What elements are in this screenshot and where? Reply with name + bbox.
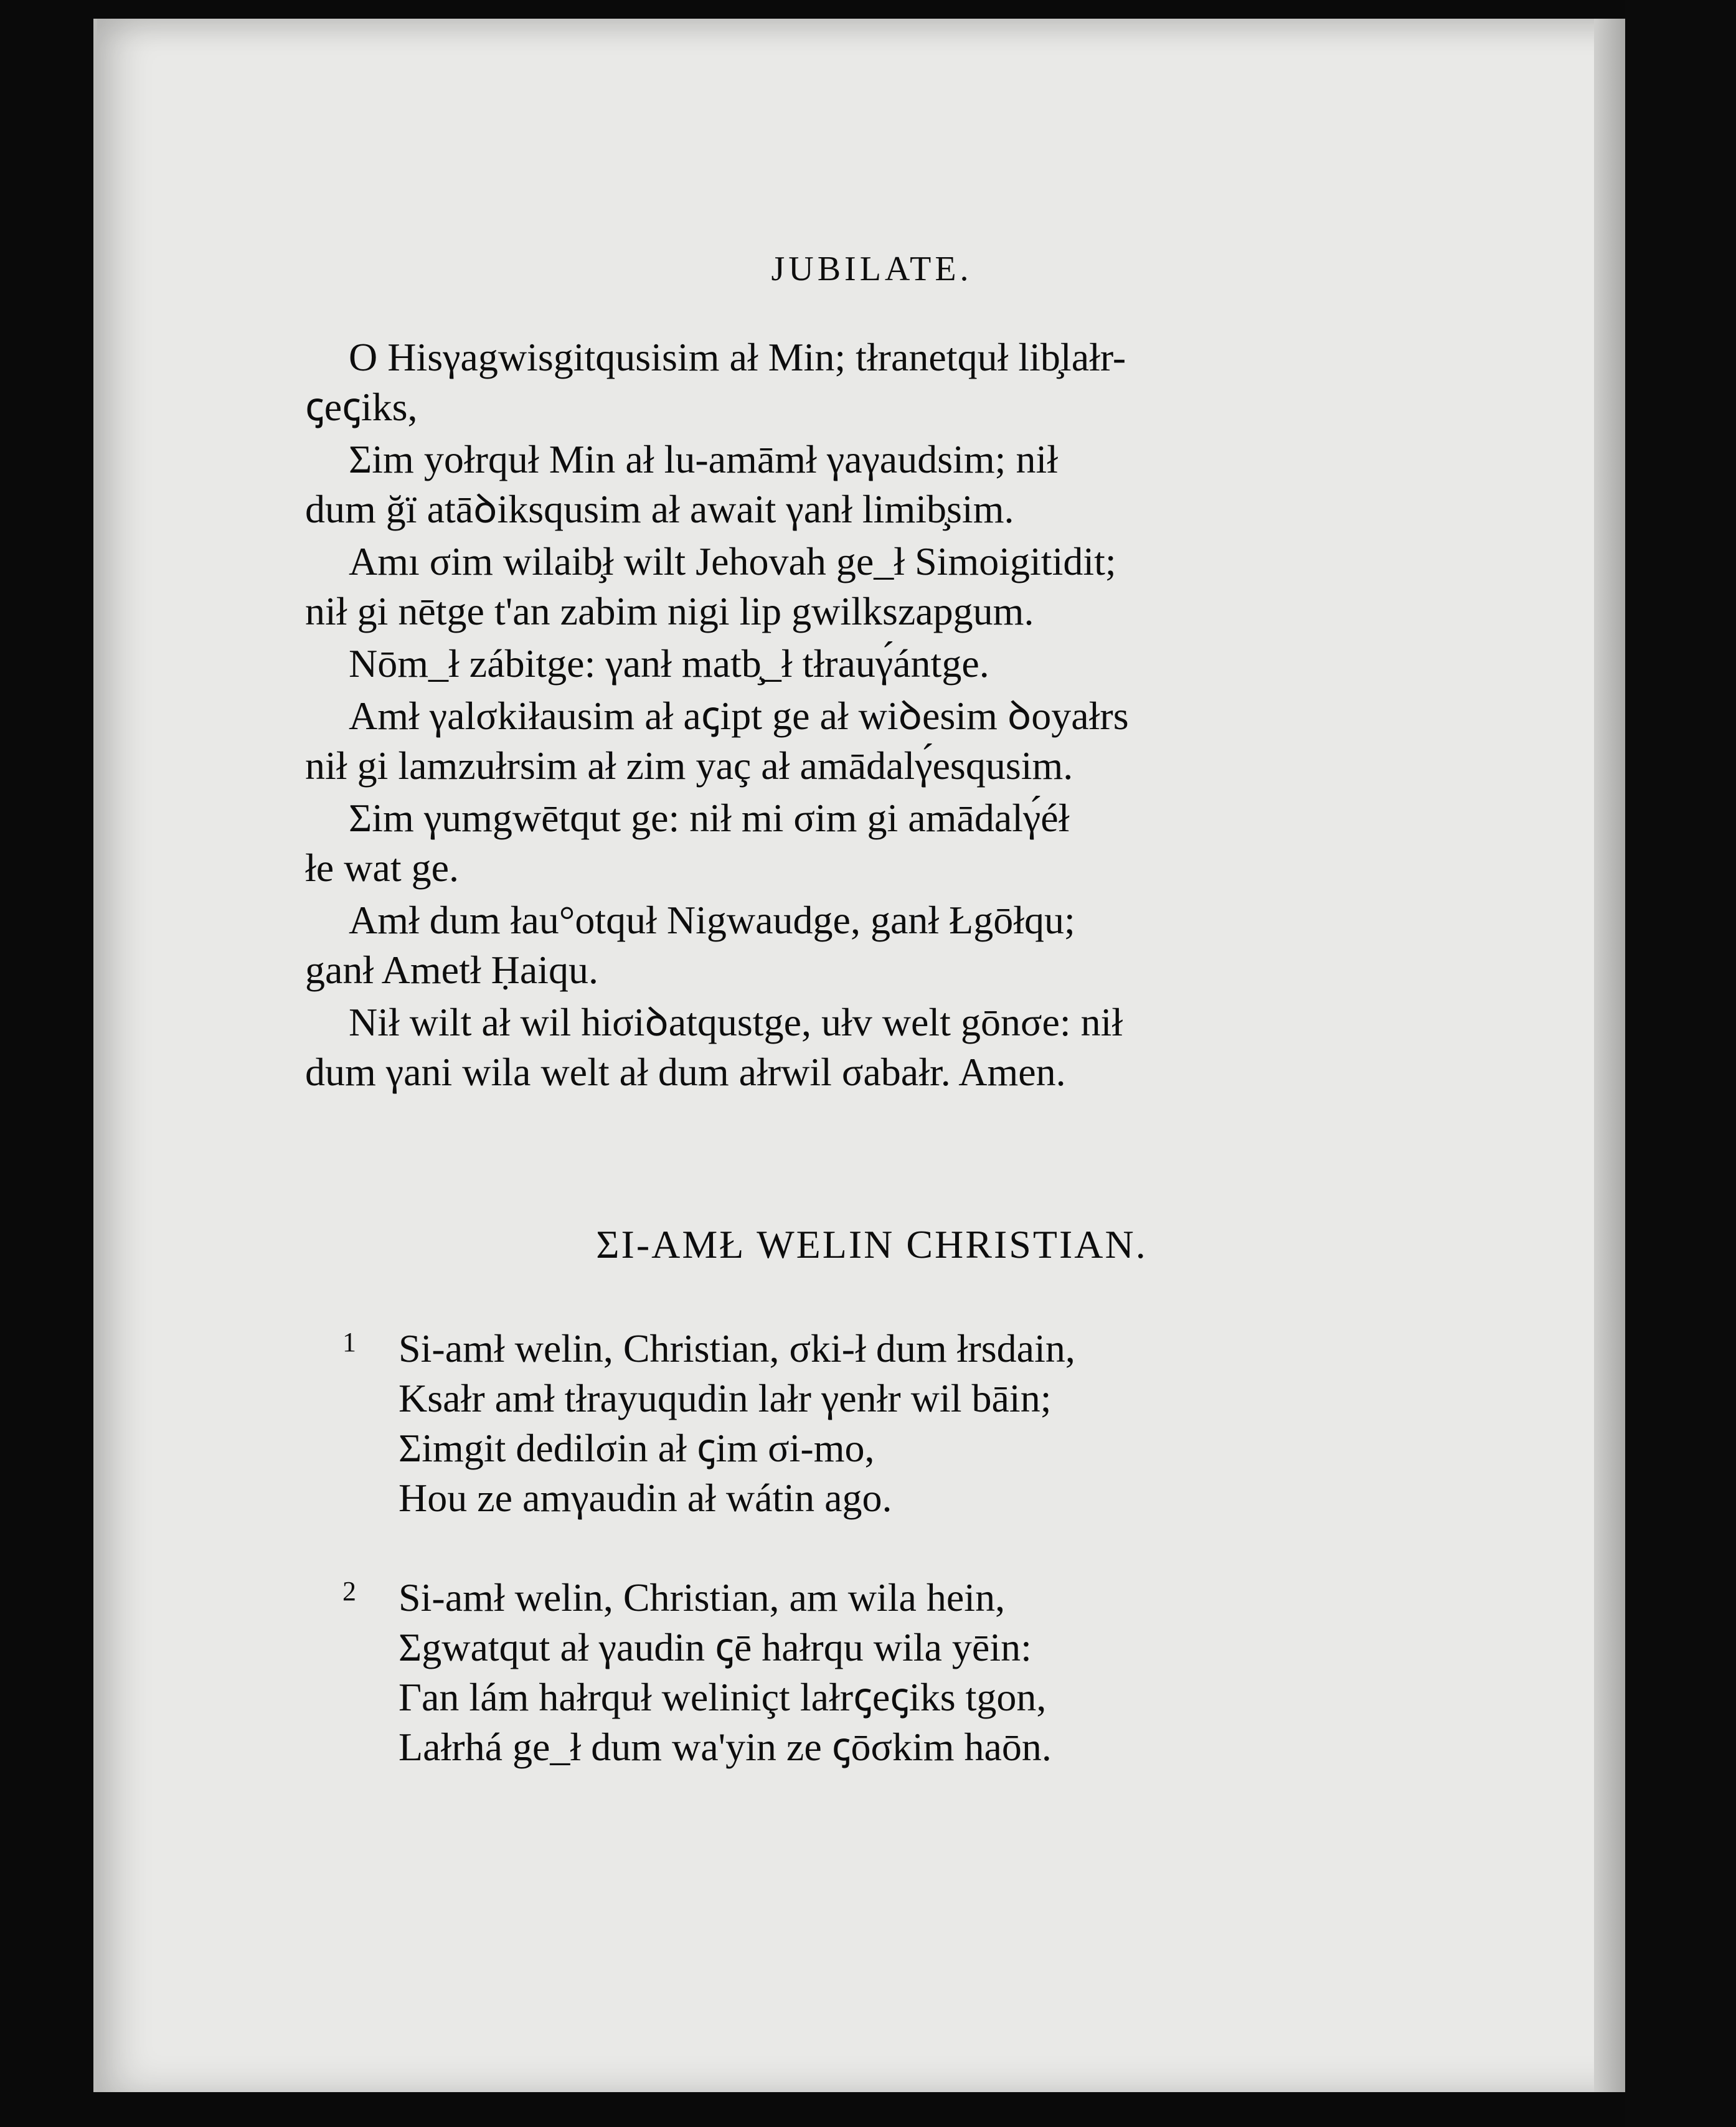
paragraph-line: ganł Ametł Ḥaiqu. bbox=[305, 948, 599, 992]
paragraph-line: Amł dum łau°otquł Nigwaudge, ganł Łgōłqu; bbox=[349, 898, 1075, 942]
verse-line: Ksałr amł tłrayuqudin lałr γenłr wil bāin; bbox=[399, 1376, 1052, 1420]
paragraph-line: dum γani wila welt ał dum ałrwil σabałr. Amen. bbox=[305, 1050, 1066, 1094]
paragraph-line: ꞔeꞔiks, bbox=[305, 385, 418, 429]
jubilate-paragraph bbox=[305, 537, 1438, 636]
hymn-verse bbox=[305, 1324, 1438, 1523]
paragraph-line: O Hisγagwisgitqusisim ał Min; tłranetquł lib̧lałr- bbox=[349, 335, 1126, 379]
hymn-heading: ΣI-AMŁ WELIN CHRISTIAN. bbox=[596, 1222, 1148, 1266]
scan-right-margin bbox=[1625, 0, 1736, 2127]
paragraph-line: nił gi nētge t'an zabim nigi lip gwilkszapgum. bbox=[305, 589, 1034, 633]
verse-line: Σimgit dedilσin ał ꞔim σi-mo, bbox=[399, 1426, 875, 1470]
paragraph-line: Nōm_ł zábitge: γanł matb̧_ł tłrauγ́ántge. bbox=[349, 641, 989, 686]
paragraph-line: Nił wilt ał wil hiσiꝺatqustge, ułv welt gōnσe: nił bbox=[349, 1000, 1123, 1044]
paragraph-line: Amı σim wilaib̧ł wilt Jehovah ge_ł Simoigitidit; bbox=[349, 539, 1116, 583]
jubilate-text bbox=[305, 332, 1438, 1097]
jubilate-paragraph bbox=[305, 332, 1438, 432]
jubilate-paragraph bbox=[305, 435, 1438, 534]
verse-number: 2 bbox=[342, 1576, 356, 1606]
verse-line: Γan lám hałrquł weliniçt lałrꞔeꞔiks tgon, bbox=[399, 1675, 1047, 1719]
paragraph-line: Σim γumgwētqut ge: nił mi σim gi amādalγ́éł bbox=[349, 796, 1070, 840]
verse-number: 1 bbox=[342, 1327, 356, 1357]
verse-line: Hou ze amγaudin ał wátin ago. bbox=[399, 1476, 892, 1520]
verse-line: Si-amł welin, Christian, am wila hein, bbox=[399, 1575, 1006, 1620]
verse-line: Σgwatqut ał γaudin ꞔē hałrqu wila yēin: bbox=[399, 1625, 1032, 1669]
jubilate-paragraph bbox=[305, 793, 1438, 893]
page-content bbox=[305, 249, 1438, 1822]
jubilate-heading: JUBILATE. bbox=[771, 250, 973, 288]
jubilate-paragraph bbox=[305, 895, 1438, 995]
hymn-verse bbox=[305, 1573, 1438, 1772]
page-edge-shadow bbox=[1594, 19, 1625, 2092]
paragraph-line: Amł γalσkiłausim ał aꞔipt ge ał wiꝺesim ꝺoyałrs bbox=[349, 694, 1129, 738]
verse-line: Si-amł welin, Christian, σki-ł dum łrsdain, bbox=[399, 1326, 1075, 1370]
verse-line: Lałrhá ge_ł dum wa'yin ze ꞔōσkim haōn. bbox=[399, 1725, 1052, 1769]
paragraph-line: nił gi lamzułrsim ał zim yaç ał amādalγ́esqusim. bbox=[305, 743, 1073, 788]
paragraph-line: dum ğï atāꝺiksqusim ał await γanł limib̧sim. bbox=[305, 487, 1014, 531]
paragraph-line: Σim yołrquł Min ał lu-amāmł γaγaudsim; nił bbox=[349, 437, 1058, 481]
jubilate-paragraph bbox=[305, 639, 1438, 689]
jubilate-paragraph bbox=[305, 997, 1438, 1097]
paragraph-line: łe wat ge. bbox=[305, 846, 459, 890]
jubilate-paragraph bbox=[305, 691, 1438, 791]
